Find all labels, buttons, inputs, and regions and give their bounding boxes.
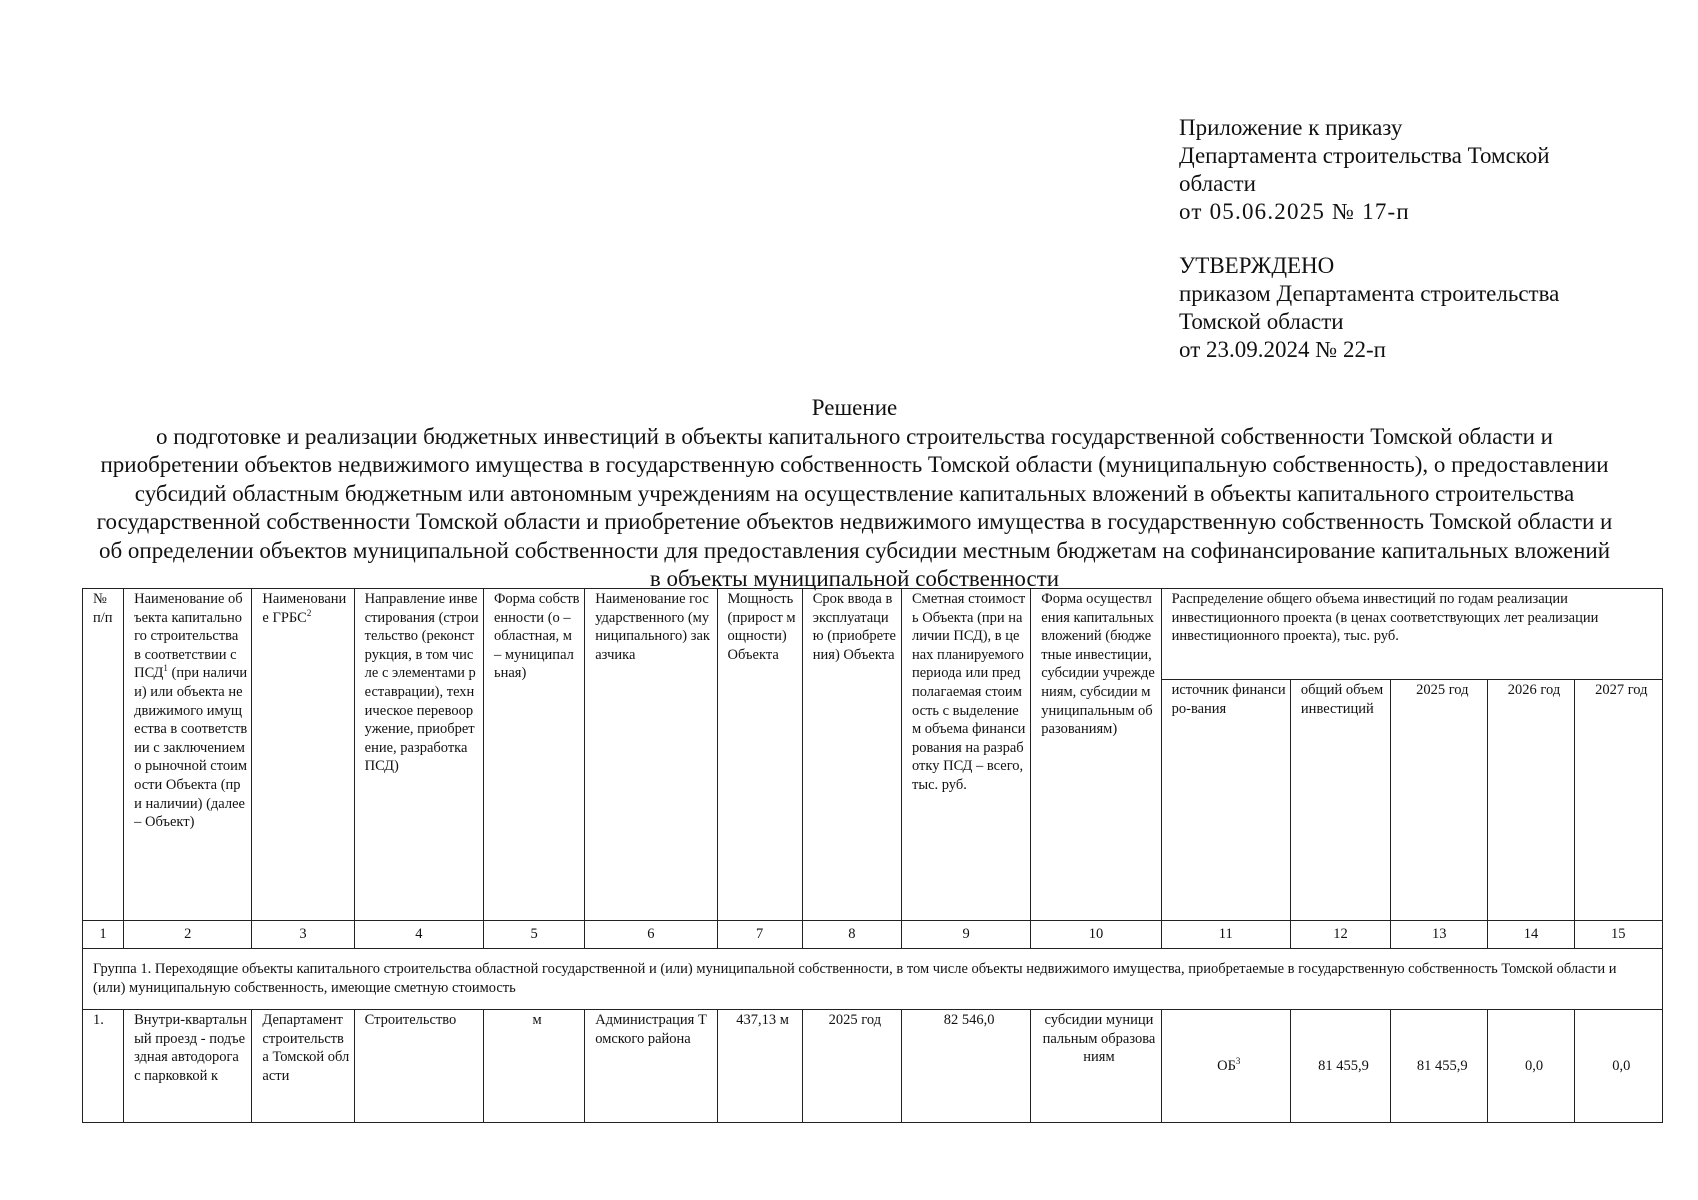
row-capacity: 437,13 м <box>717 1010 802 1123</box>
header-year-2026: 2026 год <box>1488 680 1574 921</box>
row-object-name: Внутри-квартальный проезд - подъездная автодорога с парковкой к <box>124 1010 252 1123</box>
table-row <box>83 1010 1663 1123</box>
title-body: о подготовке и реализации бюджетных инвестиций в объекты капитального строительства государственной собственности Томской области и приобретении объектов недвижимого имущества в государственную собственность Томской области (муниципальную собственность), о предоставлении субсидий областным бюджетным или автономным учреждениям на осуществление капитальных вложений в объекты капитального строительства государственной собственности Томской области и приобретение объектов недвижимого имущества в государственную собственность Томской области и об определении объектов муниципальной собственности для предоставления субсидии местным бюджетам на софинансирование капитальных вложений в объекты муниципальной собственности <box>96 423 1613 591</box>
column-number: 7 <box>717 921 802 949</box>
approved-order-date: от 23.09.2024 № 22-п <box>1179 337 1386 362</box>
column-number-row <box>83 921 1663 949</box>
column-number: 14 <box>1488 921 1574 949</box>
appendix-line: Приложение к приказу <box>1179 115 1403 140</box>
column-number: 5 <box>483 921 584 949</box>
appendix-order-date: от 05.06.2025 № 17-п <box>1179 199 1410 224</box>
header-estimated-cost: Сметная стоимость Объекта (при наличии ПСД), в ценах планируемого периода или предполагаемая стоимость с выделением объема финансирования на разработку ПСД – всего, тыс. руб. <box>901 589 1030 921</box>
appendix-line: Департамента строительства Томской <box>1179 143 1550 168</box>
column-number: 3 <box>252 921 354 949</box>
header-grbs: Наименование ГРБС$^2$ <box>252 589 354 921</box>
row-source: $ОБ^3$ <box>1161 1010 1290 1123</box>
row-2027: 0,0 <box>1574 1010 1662 1123</box>
approved-line: приказом Департамента строительства <box>1179 281 1560 306</box>
column-number: 4 <box>354 921 483 949</box>
row-grbs: Департамент строительства Томской области <box>252 1010 354 1123</box>
column-number: 8 <box>802 921 901 949</box>
header-object-name: Наименование объекта капитального строительства в соответствии с ПСД$^1$ (при наличии) или объекта недвижимого имущества в соответствии с заключением о рыночной стоимости Объекта (при наличии) (далее – Объект) <box>124 589 252 921</box>
column-number: 1 <box>83 921 124 949</box>
title-heading: Решение <box>811 395 898 420</box>
header-direction: Направление инвестирования (строительство (реконструкция, в том числе с элементами реставрации), техническое перевооружение, приобретение, разработка ПСД) <box>354 589 483 921</box>
header-year-2025: 2025 год <box>1391 680 1488 921</box>
approved-label: УТВЕРЖДЕНО <box>1179 253 1335 278</box>
row-total: 81 455,9 <box>1290 1010 1390 1123</box>
header-term: Срок ввода в эксплуатацию (приобретения) Объекта <box>802 589 901 921</box>
row-ownership: м <box>483 1010 584 1123</box>
column-number: 10 <box>1031 921 1161 949</box>
appendix-line: области <box>1179 171 1256 196</box>
header-total: общий объем инвестиций <box>1290 680 1390 921</box>
table-header-row <box>83 589 1663 680</box>
column-number: 2 <box>124 921 252 949</box>
approved-line: Томской области <box>1179 309 1344 334</box>
document-title <box>92 394 1617 594</box>
header-number: № п/п <box>83 589 124 921</box>
row-direction: Строительство <box>354 1010 483 1123</box>
row-2026: 0,0 <box>1488 1010 1574 1123</box>
column-number: 12 <box>1290 921 1390 949</box>
appendix-block <box>1179 114 1639 364</box>
header-customer: Наименование государственного (муниципального) заказчика <box>585 589 717 921</box>
column-number: 11 <box>1161 921 1290 949</box>
column-number: 13 <box>1391 921 1488 949</box>
group-row <box>83 949 1663 1010</box>
column-number: 6 <box>585 921 717 949</box>
investment-table <box>82 588 1663 1123</box>
header-distribution: Распределение общего объема инвестиций по годам реализации инвестиционного проекта (в ценах соответствующих лет реализации инвестиционного проекта), тыс. руб. <box>1161 589 1662 680</box>
column-number: 9 <box>901 921 1030 949</box>
row-cost: 82 546,0 <box>901 1010 1030 1123</box>
row-term: 2025 год <box>802 1010 901 1123</box>
column-number: 15 <box>1574 921 1662 949</box>
header-ownership: Форма собственности (о – областная, м – муниципальная) <box>483 589 584 921</box>
group-1-label: Группа 1. Переходящие объекты капитального строительства областной государственной и (или) муниципальной собственности, в том числе объекты недвижимого имущества, приобретаемые в государственную собственность Томской области и (или) муниципальную собственность, имеющие сметную стоимость <box>83 949 1663 1010</box>
row-investment-form: субсидии муниципальным образованиям <box>1031 1010 1161 1123</box>
header-year-2027: 2027 год <box>1574 680 1662 921</box>
header-capacity: Мощность (прирост мощности) Объекта <box>717 589 802 921</box>
row-number: 1. <box>83 1010 124 1123</box>
row-2025: 81 455,9 <box>1391 1010 1488 1123</box>
header-investment-form: Форма осуществления капитальных вложений (бюджетные инвестиции, субсидии учреждениям, субсидии муниципальным образованиям) <box>1031 589 1161 921</box>
row-customer: Администрация Томского района <box>585 1010 717 1123</box>
header-source: источник финансиро-вания <box>1161 680 1290 921</box>
